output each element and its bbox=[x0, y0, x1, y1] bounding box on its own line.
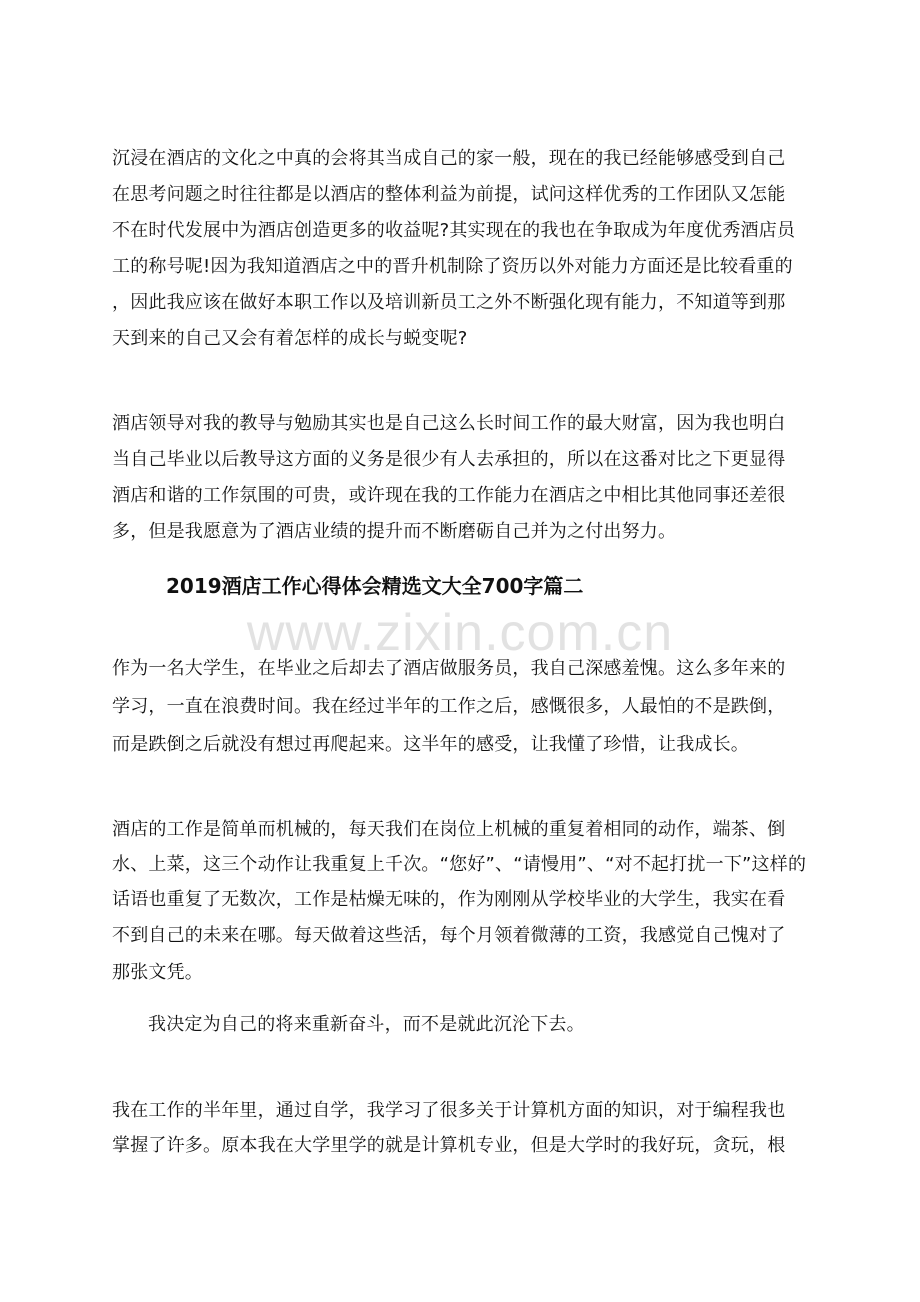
text-line: 我决定为自己的将来重新奋斗，而不是就此沉沦下去。 bbox=[148, 1014, 585, 1035]
text-line: 工的称号呢!因为我知道酒店之中的晋升机制除了资历以外对能力方面还是比较看重的 bbox=[112, 256, 793, 277]
section-heading: 2019酒店工作心得体会精选文大全700字篇二 bbox=[166, 574, 584, 598]
text-line: 话语也重复了无数次，工作是枯燥无味的，作为刚刚从学校毕业的大学生，我实在看 bbox=[112, 889, 786, 910]
text-line: 作为一名大学生，在毕业之后却去了酒店做服务员，我自己深感羞愧。这么多年来的 bbox=[112, 658, 786, 679]
text-line: ，因此我应该在做好本职工作以及培训新员工之外不断强化现有能力，不知道等到那 bbox=[112, 292, 786, 313]
text-line: 酒店的工作是简单而机械的，每天我们在岗位上机械的重复着相同的动作，端茶、倒 bbox=[112, 819, 786, 840]
text-line: 当自己毕业以后教导这方面的义务是很少有人去承担的，所以在这番对比之下更显得 bbox=[112, 449, 786, 470]
text-line: 天到来的自己又会有着怎样的成长与蜕变呢? bbox=[112, 328, 468, 349]
text-line: 我在工作的半年里，通过自学，我学习了很多关于计算机方面的知识，对于编程我也 bbox=[112, 1100, 786, 1121]
text-line: 学习，一直在浪费时间。我在经过半年的工作之后，感慨很多，人最怕的不是跌倒， bbox=[112, 696, 786, 717]
text-line: 掌握了许多。原本我在大学里学的就是计算机专业，但是大学时的我好玩，贪玩，根 bbox=[112, 1135, 786, 1156]
text-line: 多，但是我愿意为了酒店业绩的提升而不断磨砺自己并为之付出努力。 bbox=[112, 521, 677, 542]
text-line: 而是跌倒之后就没有想过再爬起来。这半年的感受，让我懂了珍惜，让我成长。 bbox=[112, 734, 749, 755]
text-line: 在思考问题之时往往都是以酒店的整体利益为前提，试问这样优秀的工作团队又怎能 bbox=[112, 184, 786, 205]
watermark: www.zixin.com.cn bbox=[246, 604, 674, 662]
text-line: 不在时代发展中为酒店创造更多的收益呢?其实现在的我也在争取成为年度优秀酒店员 bbox=[112, 220, 796, 241]
text-line: 水、上菜，这三个动作让我重复上千次。“您好”、“请慢用”、“对不起打扰一下”这样的 bbox=[112, 854, 807, 875]
text-line: 酒店领导对我的教导与勉励其实也是自己这么长时间工作的最大财富，因为我也明白 bbox=[112, 413, 786, 434]
text-line: 酒店和谐的工作氛围的可贵，或许现在我的工作能力在酒店之中相比其他同事还差很 bbox=[112, 485, 786, 506]
text-line: 沉浸在酒店的文化之中真的会将其当成自己的家一般，现在的我已经能够感受到自己 bbox=[112, 148, 786, 169]
text-line: 那张文凭。 bbox=[112, 962, 203, 983]
text-line: 不到自己的未来在哪。每天做着这些活，每个月领着微薄的工资，我感觉自己愧对了 bbox=[112, 925, 786, 946]
